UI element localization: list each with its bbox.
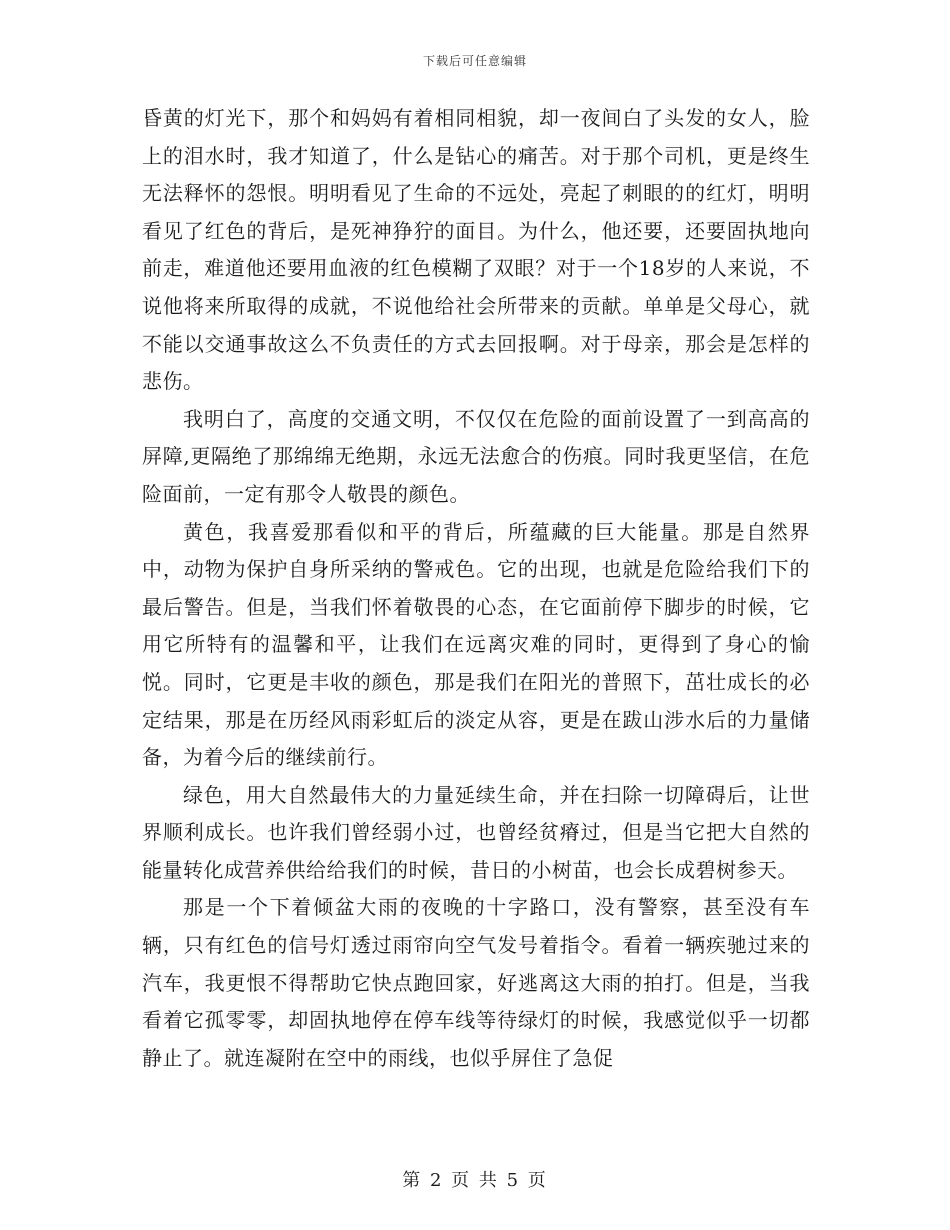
paragraph-1: 昏黄的灯光下，那个和妈妈有着相同相貌，却一夜间白了头发的女人，脸上的泪水时，我才知道了，什么是钻心的痛苦。对于那个司机，更是终生无法释怀的怨恨。明明看见了生命的不远处，亮起了刺眼的的红灯，明明看见了红色的背后，是死神狰狞的面目。为什么，他还要，还要固执地向前走，难道他还要用血液的红色模糊了双眼？对于一个18岁的人来说，不说他将来所取得的成就，不说他给社会所带来的贡献。单单是父母心，就不能以交通事故这么不负责任的方式去回报啊。对于母亲，那会是怎样的悲伤。 bbox=[142, 106, 810, 394]
page-header: 下载后可任意编辑 bbox=[422, 54, 527, 68]
paragraph-5: 那是一个下着倾盆大雨的夜晚的十字路口，没有警察，甚至没有车辆，只有红色的信号灯透过雨帘向空气发号着指令。看着一辆疾驰过来的汽车，我更恨不得帮助它快点跑回家，好逃离这大雨的拍打。但是，当我看着它孤零零，却固执地停在停车线等待绿灯的时候，我感觉似乎一切都静止了。就连凝附在空中的雨线，也似乎屏住了急促 bbox=[142, 895, 810, 1070]
document-body bbox=[142, 100, 810, 1077]
paragraph-3: 黄色，我喜爱那看似和平的背后，所蕴藏的巨大能量。那是自然界中，动物为保护自身所采纳的警戒色。它的出现，也就是危险给我们下的最后警告。但是，当我们怀着敬畏的心态，在它面前停下脚步的时候，它用它所特有的温馨和平，让我们在远离灾难的同时，更得到了身心的愉悦。同时，它更是丰收的颜色，那是我们在阳光的普照下，茁壮成长的必定结果，那是在历经风雨彩虹后的淡定从容，更是在跋山涉水后的力量储备，为着今后的继续前行。 bbox=[142, 519, 810, 770]
page-number: 第 2 页 共 5 页 bbox=[402, 1170, 548, 1191]
paragraph-4: 绿色，用大自然最伟大的力量延续生命，并在扫除一切障碍后，让世界顺利成长。也许我们曾经弱小过，也曾经贫瘠过，但是当它把大自然的能量转化成营养供给给我们的时候，昔日的小树苗，也会长成碧树参天。 bbox=[142, 782, 810, 882]
paragraph-2: 我明白了，高度的交通文明，不仅仅在危险的面前设置了一到高高的屏障,更隔绝了那绵绵无绝期，永远无法愈合的伤痕。同时我更坚信，在危险面前，一定有那令人敬畏的颜色。 bbox=[142, 406, 810, 506]
